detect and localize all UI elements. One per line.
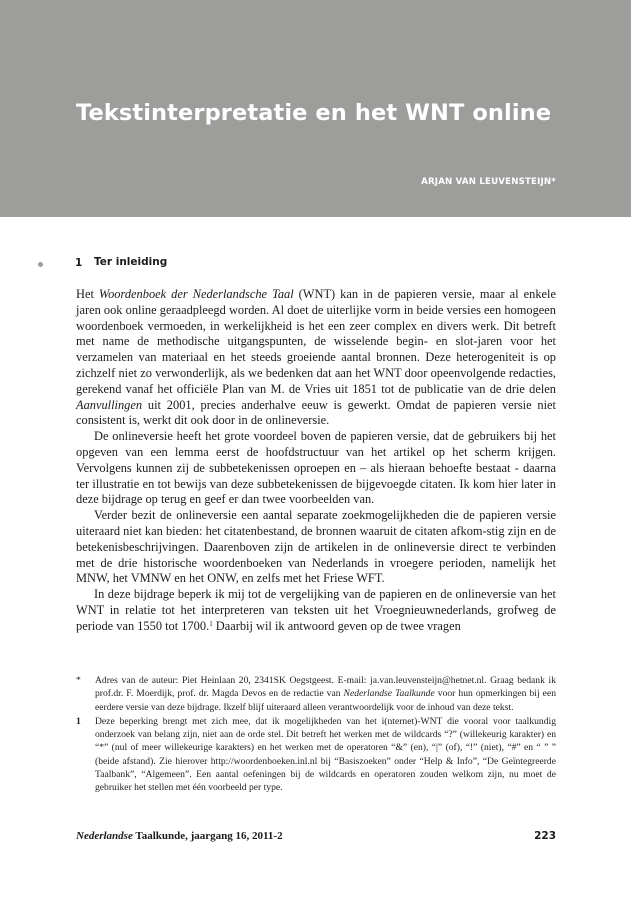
article-body xyxy=(76,287,556,635)
paragraph-4 xyxy=(76,587,556,634)
header-band xyxy=(0,0,631,217)
footnote-ref[interactable]: 1 xyxy=(209,619,213,628)
text-run: Daarbij wil ik antwoord geven op de twee vragen xyxy=(212,618,461,633)
text-run: (WNT) kan in de papieren versie, maar al enkele jaren ook online geraadpleegd worden. Al doet de uiterlijke vorm in beide versies een homogeen woordenboek vermoeden, in werkelijkheid is het een zeer complex en divers werk. Dit betreft met name de methodische uitgangspunten, de wisselende begin- en slot-jaren voor het verzamelen van materiaal en het steeds groeiende aantal bronnen. Deze heterogeniteit is op zichzelf niet zo verwonderlijk, als we bedenken dat aan het WNT door opeenvolgende redacties, gerekend vanaf het officiële Plan van M. de Vries uit 1851 tot de publicatie van de drie delen xyxy=(76,287,556,396)
journal-name-italic: Nederlandse xyxy=(76,830,133,842)
page-footer xyxy=(76,830,556,842)
journal-citation: Taalkunde, jaargang 16, 2011-2 xyxy=(132,830,283,842)
paragraph-2: De onlineversie heeft het grote voordeel boven de papieren versie, dat de gebruikers bij het opgeven van een lemma eerst de hoofdstructuur van het artikel op het scherm krijgen. Vervolgens kunnen zij de subbetekenissen oproepen en – als hieraan behoefte bestaat - daarna ter illustratie en tot bewijs van deze subbetekenissen de bijgevoegde citaten. Ik kom hier later in deze bijdrage op terug en geef er dan twee voorbeelden van. xyxy=(76,429,556,507)
text-run: uit 2001, precies anderhalve eeuw is gewerkt. Omdat de papieren versie niet consistent is, werkt dit ook door in de onlineversie. xyxy=(76,397,556,428)
footnote-mark: * xyxy=(76,675,81,686)
italic-title: Aanvullingen xyxy=(76,397,143,412)
section-bullet-icon xyxy=(38,262,43,267)
footnote-1 xyxy=(76,715,556,795)
footnotes xyxy=(76,674,556,796)
text-run: In deze bijdrage beperk ik mij tot de vergelijking van de papieren en de onlineversie van het WNT in relatie tot het interpreteren van teksten uit het Vroegnieuwnederlands, grofweg de periode van 1550 tot 1700. xyxy=(76,587,556,633)
italic-title: Nederlandse Taalkunde xyxy=(343,688,435,700)
paragraph-3: Verder bezit de onlineversie een aantal separate zoekmogelijkheden die de papieren versie uiteraard niet kan bieden: het citatenbestand, de bronnen waaruit de citaten afkom-stig zijn en de betekenisbeschrijvingen. Daarenboven zijn de artikelen in de onlineversie direct te verbinden met de drie historische woordenboeken van Nederlands in vroegere perioden, namelijk het MNW, het VMNW en het ONW, en zelfs met het Friese WFT. xyxy=(76,508,556,586)
article-title: Tekstinterpretatie en het WNT online xyxy=(76,100,552,126)
section-number: 1 xyxy=(75,257,83,269)
footnote-text: Deze beperking brengt met zich mee, dat ik mogelijkheden van het i(nternet)-WNT die vooral voor taalkundig onderzoek van belang zijn, niet aan de orde stel. Dit betreft het werken met de wildcards “?” (willekeurig karakter) en “*” (nul of meer willekeurige karakters) en het werken met de operatoren “&” (en), “|” (of), “!” (niet), “#” en “ ” ” (beide afstand). Zie hierover http://woordenboeken.inl.nl bij “Basiszoeken” onder “Help & Info”, “De Geïntegreerde Taalbank”, “Algemeen”. Een aantal oefeningen bij de wildcards en operatoren zouden welkom zijn, nu moet de gebruiker het stellen met één voorbeeld per type. xyxy=(95,715,556,794)
paragraph-1 xyxy=(76,287,556,429)
footnote-mark: 1 xyxy=(76,715,81,727)
footnote-text: voor hun opmerkingen bij een eerdere versie van deze bijdrage. Ikzelf blijf uiteraard alleen verantwoordelijk voor de inhoud van deze tekst. xyxy=(95,688,556,713)
italic-title: Woordenboek der Nederlandsche Taal xyxy=(98,287,294,301)
footnote-text: Adres van de auteur: Piet Heinlaan 20, 2341SK Oegstgeest. E-mail: ja.van.leuvensteijn@hetnet.nl. Graag bedank ik prof.dr. F. Moerdijk, prof. dr. Magda Devos en de redactie van xyxy=(95,675,556,700)
text-run: Het xyxy=(76,287,99,301)
page-number: 223 xyxy=(534,830,556,842)
section-title: Ter inleiding xyxy=(94,256,168,268)
footnote-author xyxy=(76,674,556,714)
author-name: ARJAN VAN LEUVENSTEIJN* xyxy=(421,177,556,187)
